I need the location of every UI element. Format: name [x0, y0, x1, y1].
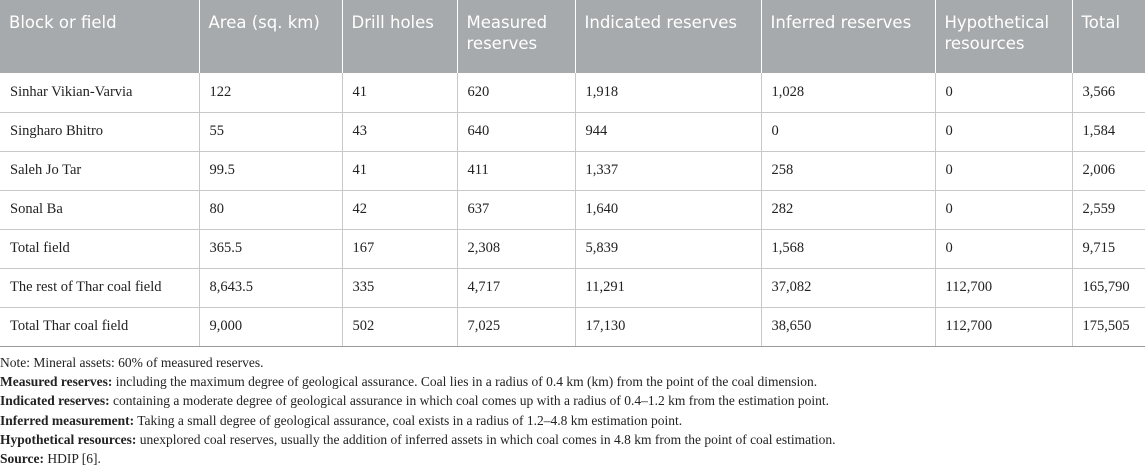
- table-cell: 42: [342, 190, 457, 229]
- table-cell: 55: [199, 112, 342, 151]
- header-block-or-field: Block or field: [9, 13, 117, 32]
- table-cell: 8,643.5: [199, 268, 342, 307]
- table-cell: 175,505: [1072, 307, 1145, 346]
- source-term: Source:: [0, 451, 44, 467]
- table-cell: 0: [935, 73, 1072, 112]
- definition-measured: [0, 372, 1145, 391]
- table-cell: 335: [342, 268, 457, 307]
- table-cell: 9,000: [199, 307, 342, 346]
- row-label-cell: Sinhar Vikian-Varvia: [0, 73, 199, 112]
- header-measured-reserves: Measured reserves: [457, 0, 575, 73]
- table-cell: 165,790: [1072, 268, 1145, 307]
- table-body: [0, 73, 1145, 346]
- table-cell: 2,559: [1072, 190, 1145, 229]
- table-cell: 5,839: [575, 229, 761, 268]
- definition-term: Inferred measurement:: [0, 412, 135, 428]
- table-cell: 640: [457, 112, 575, 151]
- row-label-cell: Saleh Jo Tar: [0, 151, 199, 190]
- table-header: [0, 0, 1145, 73]
- table-cell: 112,700: [935, 307, 1072, 346]
- table-cell: 620: [457, 73, 575, 112]
- row-label-cell: Total field: [0, 229, 199, 268]
- header-row: [0, 0, 1145, 73]
- table-cell: 411: [457, 151, 575, 190]
- table-cell: 7,025: [457, 307, 575, 346]
- definition-text: unexplored coal reserves, usually the addition of inferred assets in which coal comes in 4.8 km from the point of coal estimation.: [136, 431, 836, 447]
- table-cell: 1,584: [1072, 112, 1145, 151]
- table-cell: 112,700: [935, 268, 1072, 307]
- table-row: [0, 307, 1145, 346]
- note-line: Note: Mineral assets: 60% of measured reserves.: [0, 355, 264, 370]
- definition-inferred: [0, 411, 1145, 430]
- table-cell: 3,566: [1072, 73, 1145, 112]
- table-cell: 99.5: [199, 151, 342, 190]
- table-cell: 1,337: [575, 151, 761, 190]
- header-indicated-reserves: Indicated reserves: [575, 0, 761, 73]
- row-label-cell: The rest of Thar coal field: [0, 268, 199, 307]
- table-cell: 944: [575, 112, 761, 151]
- table-row: [0, 112, 1145, 151]
- table-cell: 37,082: [761, 268, 935, 307]
- header-hypothetical-resources: Hypothetical resources: [935, 0, 1072, 73]
- definition-text: containing a moderate degree of geological assurance in which coal comes up with a radius of 0.4–1.2 km from the estimation point.: [109, 393, 830, 409]
- table-cell: 0: [935, 112, 1072, 151]
- table-row: [0, 151, 1145, 190]
- table-cell: 637: [457, 190, 575, 229]
- table-cell: 4,717: [457, 268, 575, 307]
- row-label-cell: Total Thar coal field: [0, 307, 199, 346]
- table-cell: 365.5: [199, 229, 342, 268]
- row-label-cell: Sonal Ba: [0, 190, 199, 229]
- table-cell: 9,715: [1072, 229, 1145, 268]
- definition-term: Hypothetical resources:: [0, 431, 137, 447]
- source-text: HDIP [6].: [44, 451, 101, 467]
- table-cell: 1,640: [575, 190, 761, 229]
- table-cell: 0: [935, 151, 1072, 190]
- header-inferred-reserves: Inferred reserves: [761, 0, 935, 73]
- table-cell: 0: [761, 112, 935, 151]
- table-cell: 38,650: [761, 307, 935, 346]
- table-cell: 43: [342, 112, 457, 151]
- header-total: Total: [1072, 0, 1145, 73]
- definition-indicated: [0, 391, 1145, 410]
- table-cell: 2,308: [457, 229, 575, 268]
- header-drill-holes: Drill holes: [342, 0, 457, 73]
- header-area: Area (sq. km): [199, 0, 342, 73]
- source-line: [0, 449, 1145, 468]
- table-cell: 80: [199, 190, 342, 229]
- table-cell: 17,130: [575, 307, 761, 346]
- definition-term: Measured reserves:: [0, 374, 113, 390]
- table-cell: 282: [761, 190, 935, 229]
- table-notes: [0, 353, 1145, 468]
- row-label-cell: Singharo Bhitro: [0, 112, 199, 151]
- table-cell: 0: [935, 229, 1072, 268]
- table-cell: 2,006: [1072, 151, 1145, 190]
- table-cell: 502: [342, 307, 457, 346]
- table-row: [0, 190, 1145, 229]
- definition-term: Indicated reserves:: [0, 393, 110, 409]
- table-cell: 1,918: [575, 73, 761, 112]
- definition-text: including the maximum degree of geological assurance. Coal lies in a radius of 0.4 km (km) from the point of the coal dimension.: [112, 374, 818, 390]
- table-cell: 167: [342, 229, 457, 268]
- table-cell: 11,291: [575, 268, 761, 307]
- table-cell: 122: [199, 73, 342, 112]
- table-cell: 0: [935, 190, 1072, 229]
- table-cell: 1,028: [761, 73, 935, 112]
- table-cell: 41: [342, 73, 457, 112]
- table-row: [0, 73, 1145, 112]
- table-row: [0, 229, 1145, 268]
- definition-hypothetical: [0, 430, 1145, 449]
- definition-text: Taking a small degree of geological assurance, coal exists in a radius of 1.2–4.8 km estimation point.: [134, 412, 683, 428]
- table-row: [0, 268, 1145, 307]
- table-cell: 258: [761, 151, 935, 190]
- table-cell: 1,568: [761, 229, 935, 268]
- table-cell: 41: [342, 151, 457, 190]
